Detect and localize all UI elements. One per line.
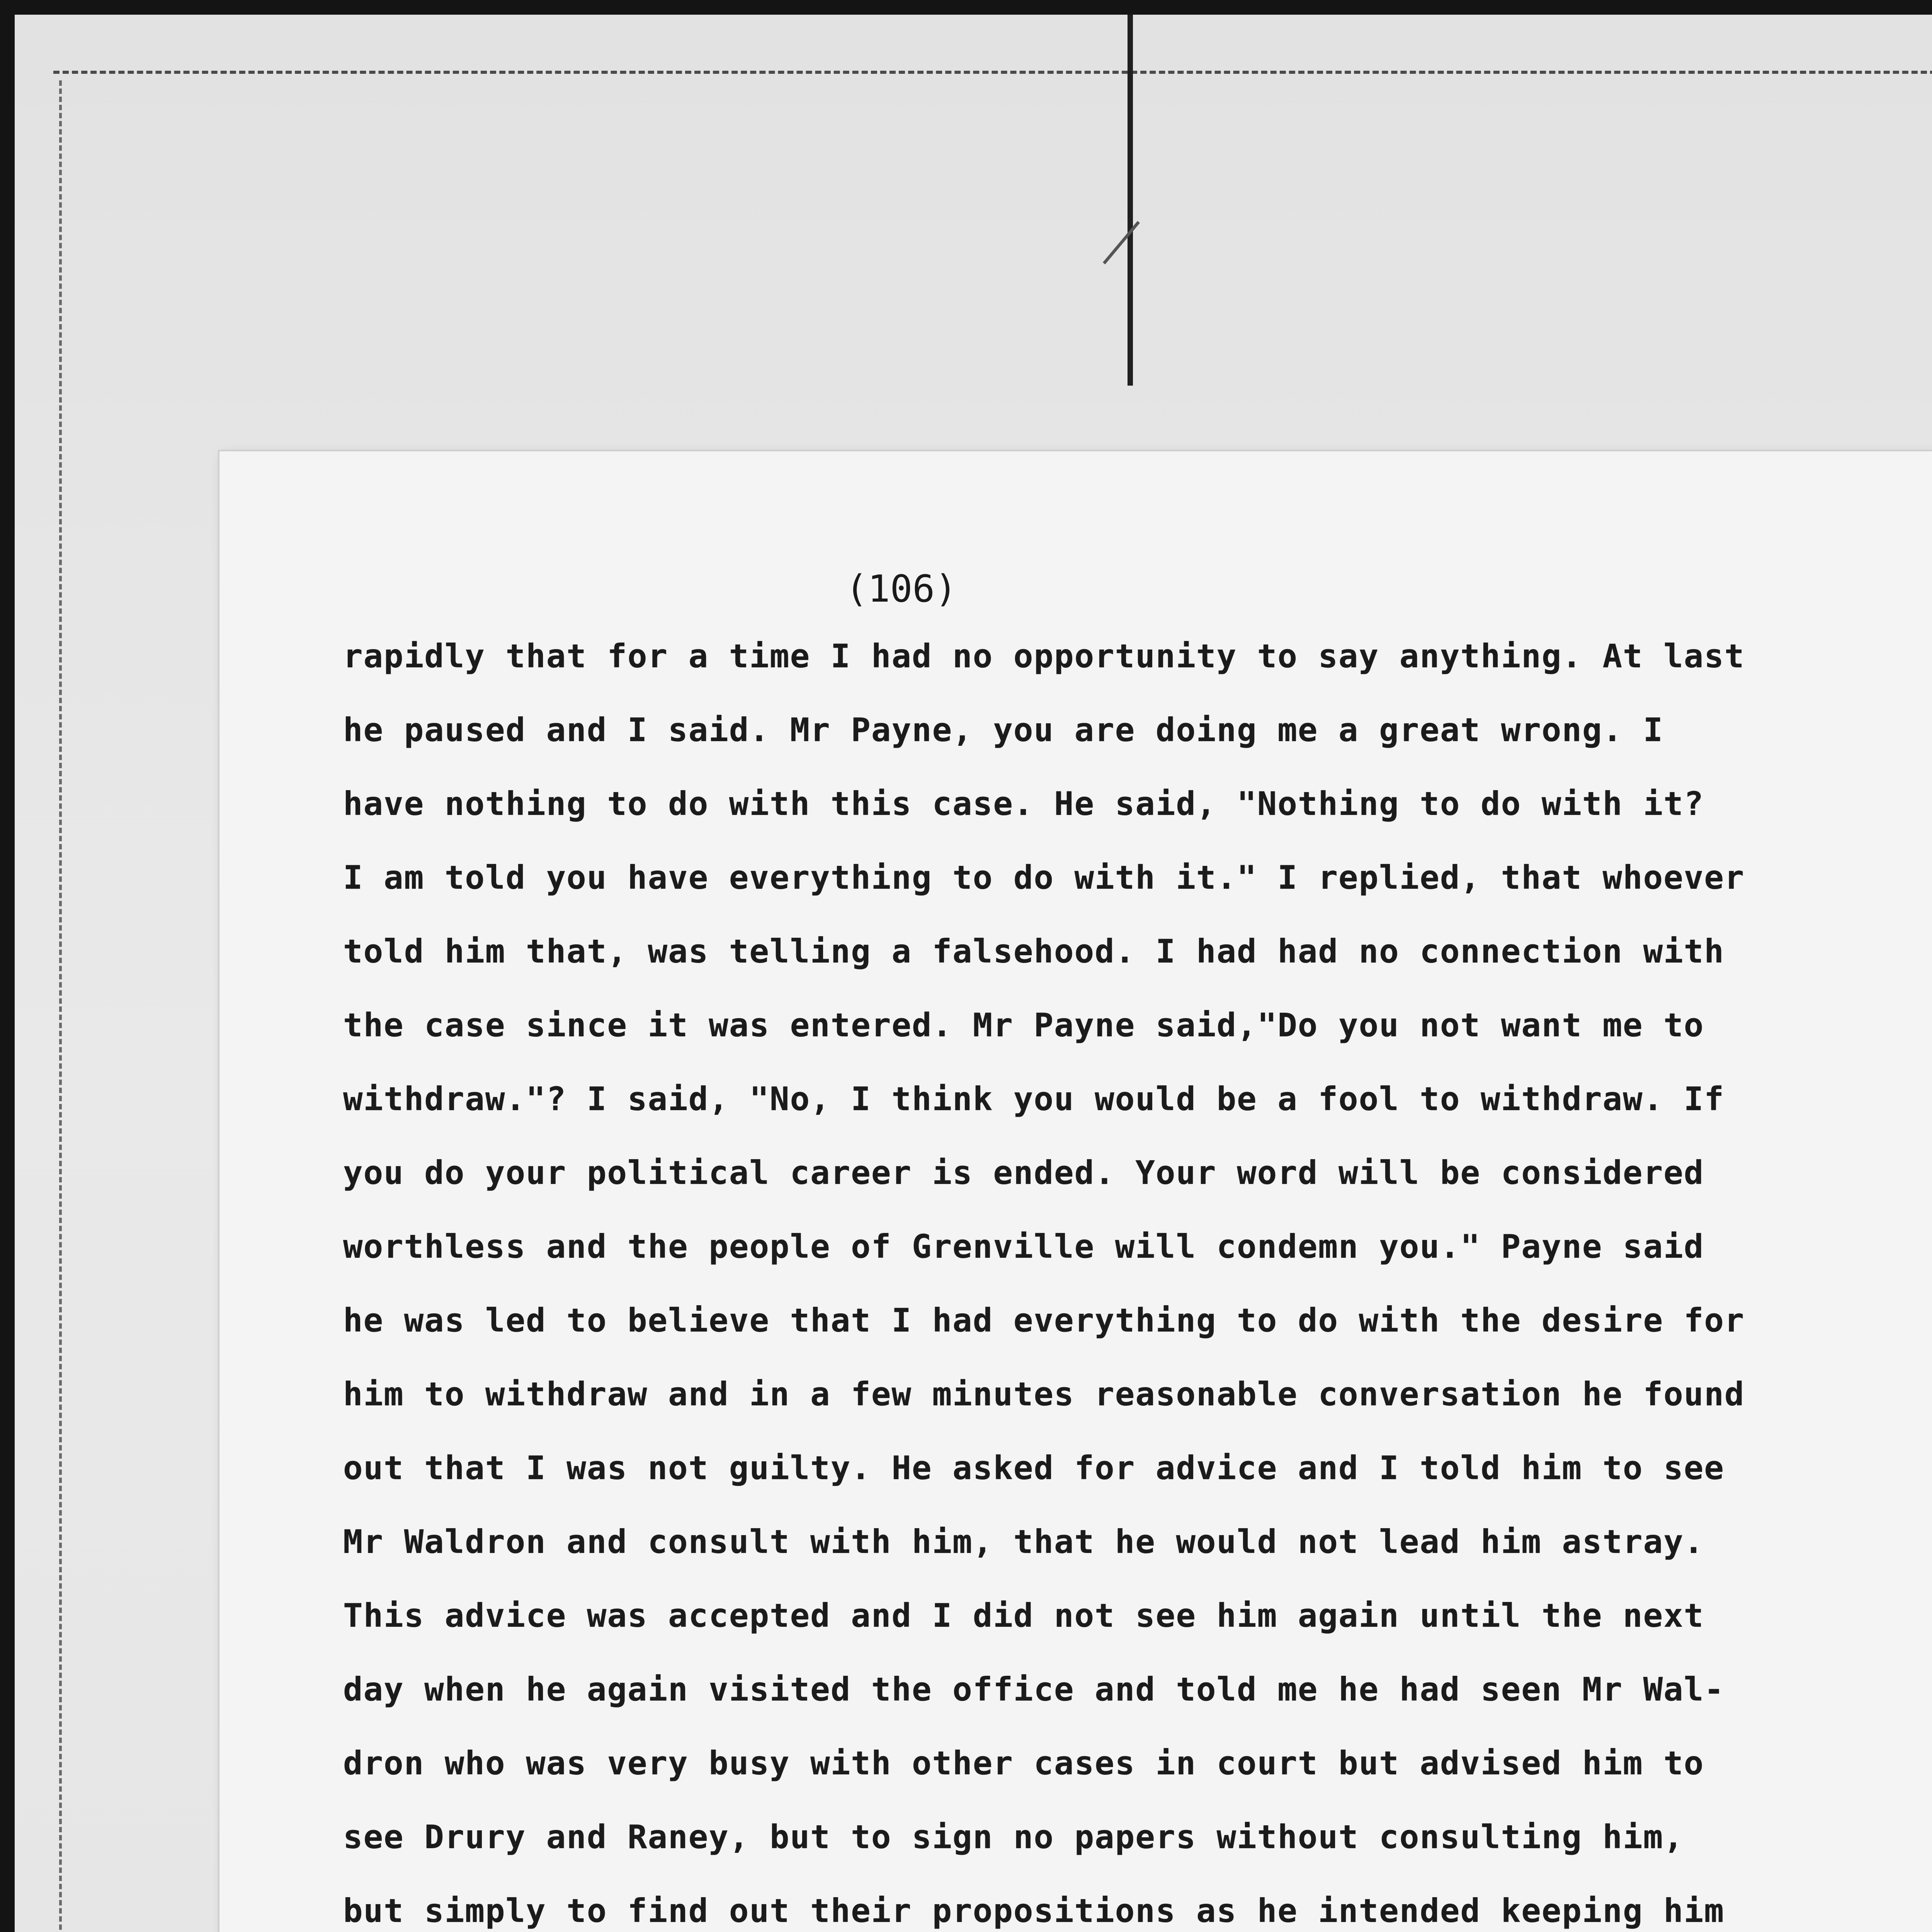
text-line: rapidly that for a time I had no opportunity to say anything. At last: [343, 637, 1745, 675]
typed-page: [219, 451, 1932, 1932]
text-line: day when he again visited the office and told me he had seen Mr Wal-: [343, 1670, 1725, 1708]
page-number: (106): [845, 567, 957, 611]
text-line: This advice was accepted and I did not see him again until the next: [343, 1597, 1704, 1634]
text-line: I am told you have everything to do with it." I replied, that whoever: [343, 859, 1745, 896]
text-line: withdraw."? I said, "No, I think you would be a fool to withdraw. If: [343, 1080, 1725, 1118]
text-line: you do your political career is ended. Your word will be considered: [343, 1154, 1704, 1192]
text-line: told him that, was telling a falsehood. I had had no connection with: [343, 932, 1725, 970]
text-line: Mr Waldron and consult with him, that he would not lead him astray.: [343, 1523, 1704, 1561]
dashed-border-top: [53, 71, 1932, 74]
text-line: him to withdraw and in a few minutes reasonable conversation he found: [343, 1375, 1745, 1413]
dashed-border-left: [59, 80, 62, 1932]
text-line: he was led to believe that I had everything to do with the desire for: [343, 1301, 1745, 1339]
fold-line: [1128, 15, 1133, 386]
text-line: worthless and the people of Grenville will condemn you." Payne said: [343, 1228, 1704, 1265]
text-line: he paused and I said. Mr Payne, you are doing me a great wrong. I: [343, 711, 1664, 749]
text-line: the case since it was entered. Mr Payne said,"Do you not want me to: [343, 1006, 1704, 1044]
body-text: [343, 633, 1908, 1932]
text-line: but simply to find out their propositions as he intended keeping him: [343, 1892, 1725, 1930]
microfilm-frame: [15, 15, 1932, 1932]
text-line: see Drury and Raney, but to sign no papers without consulting him,: [343, 1818, 1684, 1856]
text-line: have nothing to do with this case. He said, "Nothing to do with it?: [343, 785, 1704, 823]
text-line: dron who was very busy with other cases in court but advised him to: [343, 1744, 1704, 1782]
text-line: out that I was not guilty. He asked for advice and I told him to see: [343, 1449, 1725, 1487]
